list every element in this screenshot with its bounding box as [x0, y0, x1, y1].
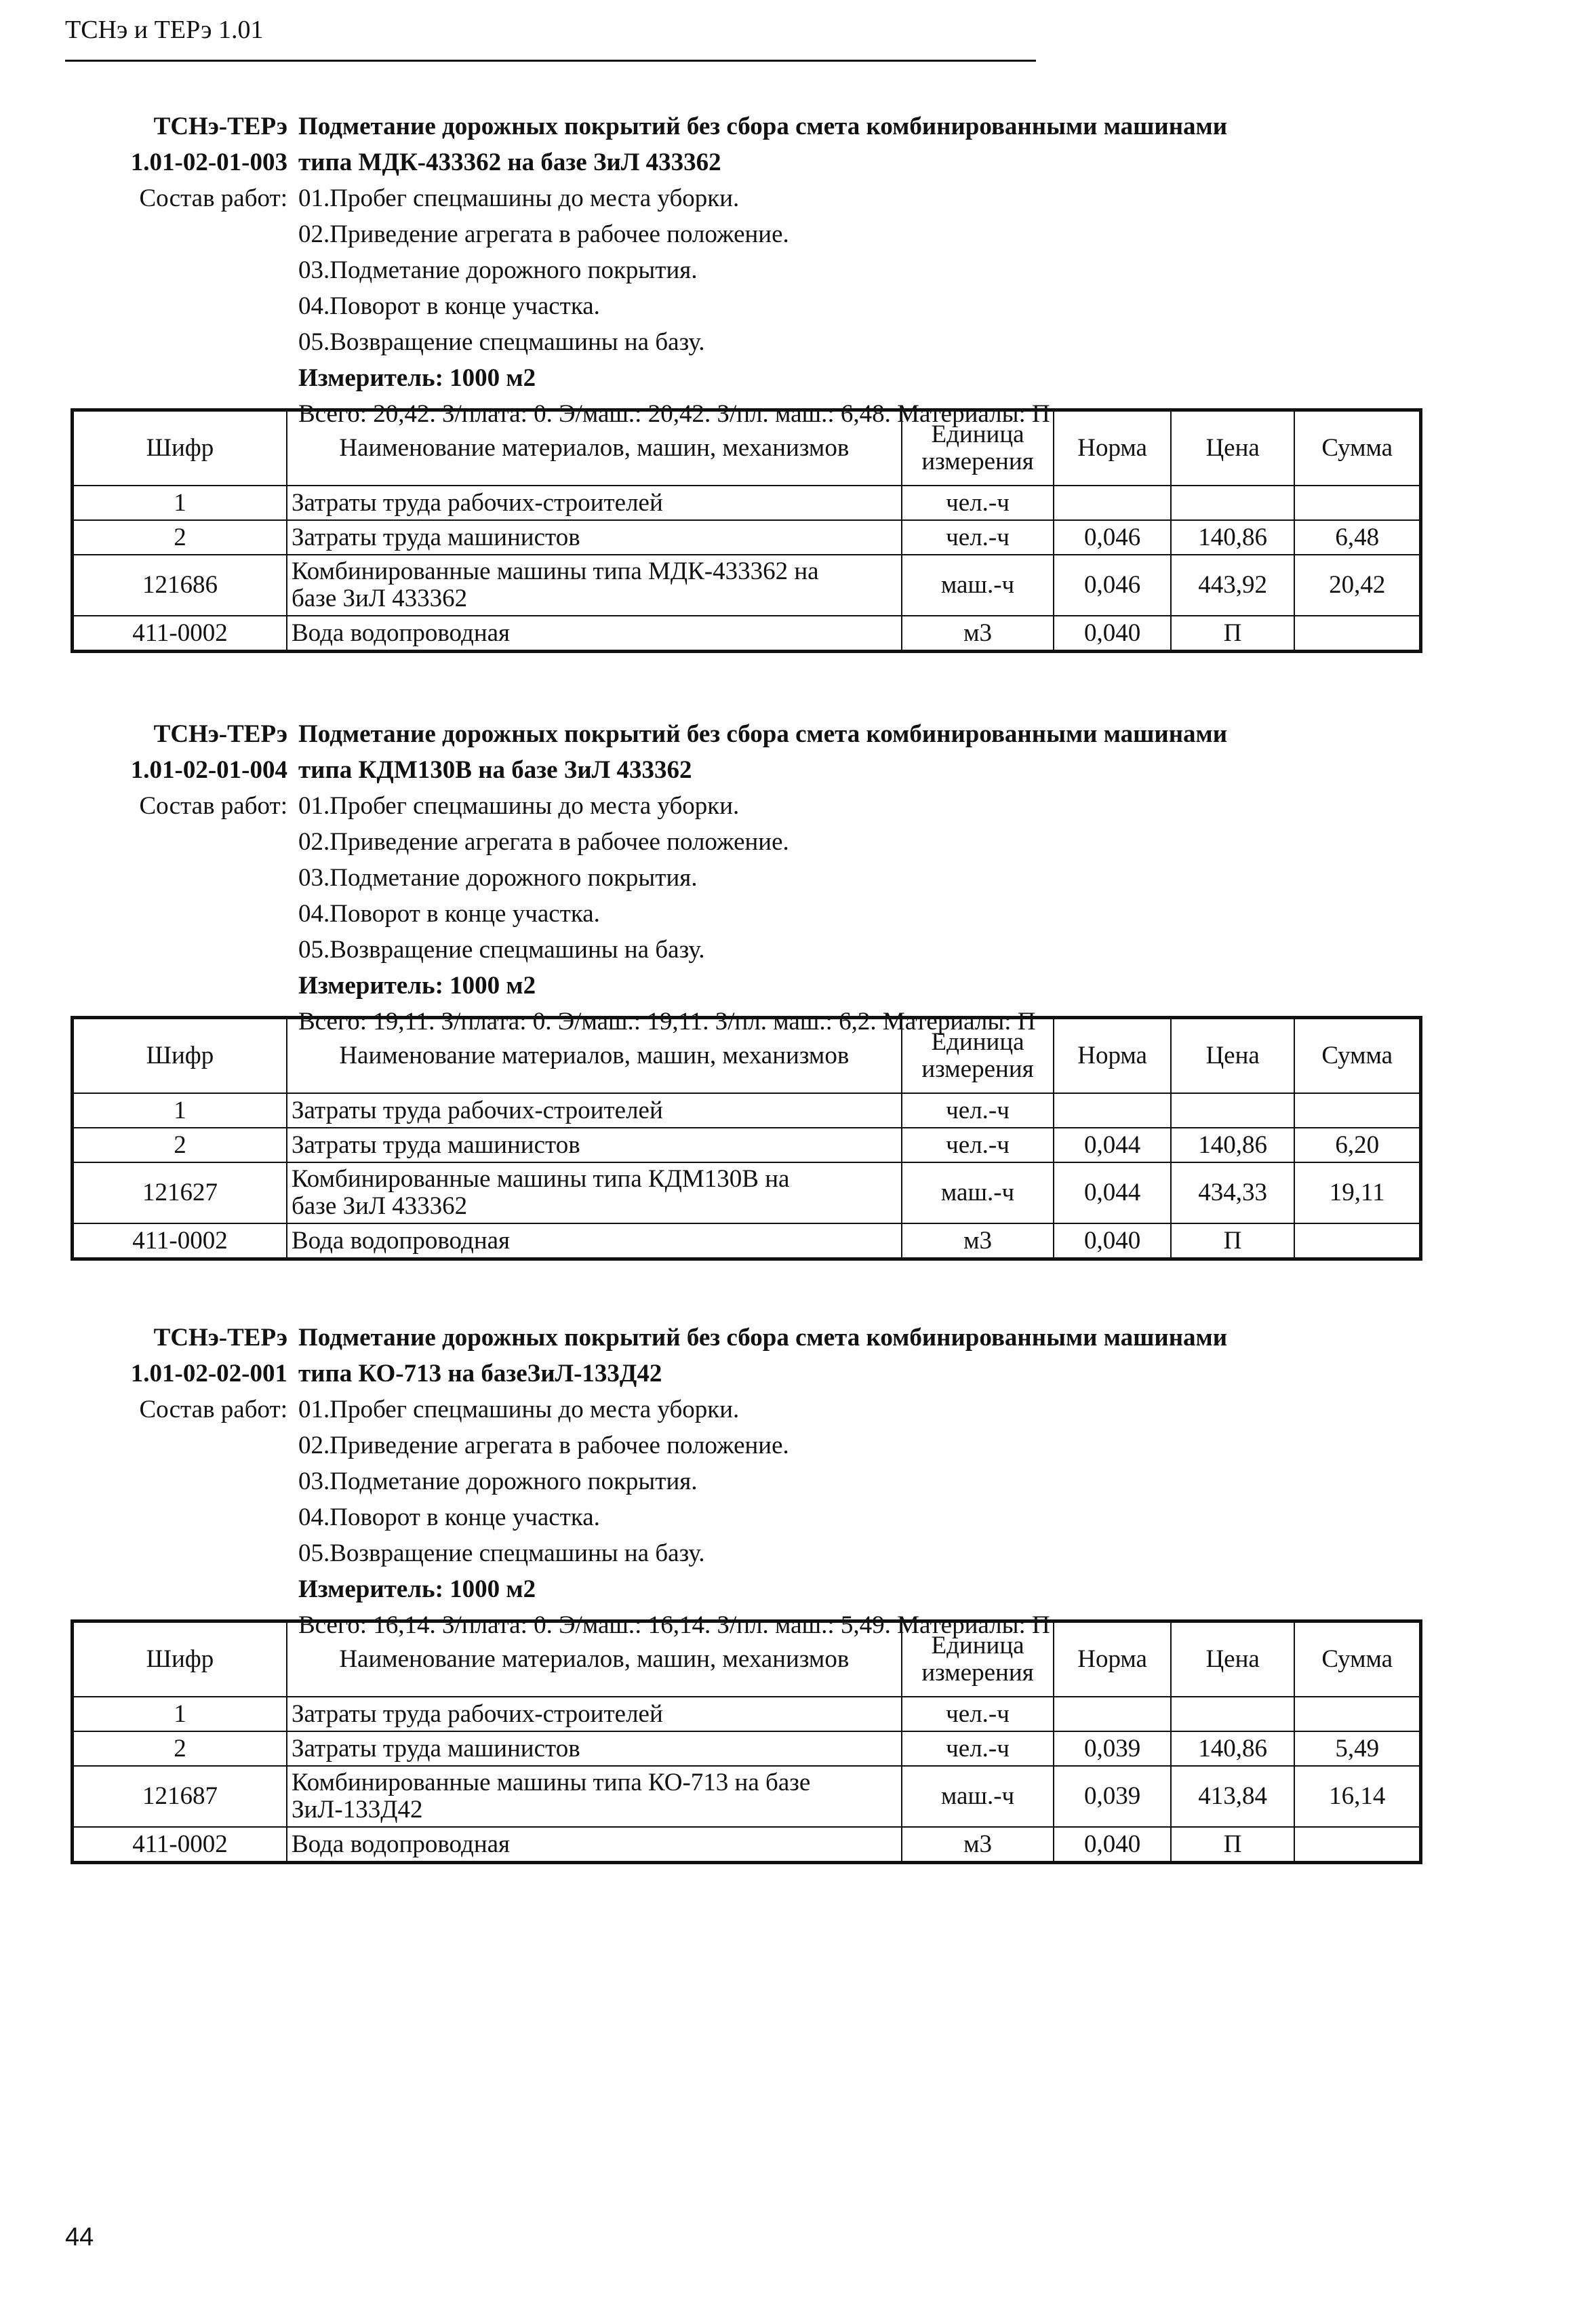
cell-sum [1294, 1093, 1420, 1128]
work-item: 04.Поворот в конце участка. [298, 1503, 600, 1531]
work-item: 01.Пробег спецмашины до места уборки. [298, 792, 740, 820]
header-code: Шифр [73, 1621, 287, 1697]
text-column [298, 1320, 1424, 1643]
table-row [73, 1093, 1421, 1128]
table-row [73, 520, 1421, 555]
header-unit [902, 410, 1054, 486]
cell-sum: 6,48 [1294, 520, 1420, 555]
cell-code: 1 [73, 486, 287, 520]
cell-code: 121627 [73, 1162, 287, 1223]
cell-norm [1054, 1093, 1171, 1128]
code-column [71, 1320, 287, 1428]
table-row [73, 1697, 1421, 1731]
cell-sum: 20,42 [1294, 555, 1420, 616]
work-item: 03.Подметание дорожного покрытия. [298, 864, 698, 892]
cell-code: 411-0002 [73, 1223, 287, 1259]
measure-unit: Измеритель: 1000 м2 [298, 364, 536, 392]
cell-norm: 0,046 [1054, 520, 1171, 555]
norm-title-line2: типа КДМ130В на базе ЗиЛ 433362 [298, 756, 692, 784]
cell-name: Затраты труда машинистов [287, 520, 902, 555]
cell-name-line2: базе ЗиЛ 433362 [291, 585, 468, 612]
header-price: Цена [1171, 410, 1295, 486]
cell-code: 2 [73, 1731, 287, 1766]
cell-sum: 16,14 [1294, 1766, 1420, 1827]
cell-price: 434,33 [1171, 1162, 1295, 1223]
cell-unit: м3 [902, 1827, 1054, 1863]
cell-unit: маш.-ч [902, 1766, 1054, 1827]
work-item: 02.Приведение агрегата в рабочее положение. [298, 220, 789, 248]
table-row [73, 555, 1421, 616]
cell-unit: чел.-ч [902, 486, 1054, 520]
section-heading [71, 109, 1427, 428]
table-header-row [73, 410, 1421, 486]
code-prefix: ТСНэ-ТЕРэ [153, 113, 287, 140]
work-item: 03.Подметание дорожного покрытия. [298, 256, 698, 284]
cell-name: Вода водопроводная [287, 1223, 902, 1259]
cell-sum: 5,49 [1294, 1731, 1420, 1766]
cell-name [287, 1162, 902, 1223]
norm-title-line1: Подметание дорожных покрытий без сбора смета комбинированными машинами [298, 113, 1228, 140]
cell-name-line1: Комбинированные машины типа КО-713 на базе [291, 1769, 811, 1796]
table-row [73, 1827, 1421, 1863]
work-item: 03.Подметание дорожного покрытия. [298, 1468, 698, 1495]
cell-price: 413,84 [1171, 1766, 1295, 1827]
cell-name: Затраты труда машинистов [287, 1128, 902, 1162]
cell-unit: чел.-ч [902, 1128, 1054, 1162]
cell-sum [1294, 1827, 1420, 1863]
header-unit [902, 1018, 1054, 1094]
cell-name: Затраты труда машинистов [287, 1731, 902, 1766]
norm-code: 1.01-02-02-001 [130, 1360, 287, 1388]
cell-name [287, 1766, 902, 1827]
composition-label: Состав работ: [139, 792, 287, 820]
cell-code: 1 [73, 1697, 287, 1731]
work-item: 01.Пробег спецмашины до места уборки. [298, 184, 740, 212]
cell-price: П [1171, 1223, 1295, 1259]
cell-unit: чел.-ч [902, 1697, 1054, 1731]
code-prefix: ТСНэ-ТЕРэ [153, 720, 287, 748]
measure-unit: Измеритель: 1000 м2 [298, 972, 536, 1000]
section-heading [71, 1320, 1427, 1639]
header-price: Цена [1171, 1018, 1295, 1094]
header-norm: Норма [1054, 410, 1171, 486]
code-column [71, 109, 287, 216]
cell-unit: чел.-ч [902, 1093, 1054, 1128]
cell-name: Затраты труда рабочих-строителей [287, 1697, 902, 1731]
cell-name: Затраты труда рабочих-строителей [287, 486, 902, 520]
cell-price [1171, 486, 1295, 520]
header-sum: Сумма [1294, 410, 1420, 486]
header-norm: Норма [1054, 1621, 1171, 1697]
cell-price: П [1171, 616, 1295, 652]
cell-unit: чел.-ч [902, 1731, 1054, 1766]
header-price: Цена [1171, 1621, 1295, 1697]
running-header: ТСНэ и ТЕРэ 1.01 [65, 16, 264, 44]
cell-code: 411-0002 [73, 1827, 287, 1863]
code-prefix: ТСНэ-ТЕРэ [153, 1324, 287, 1352]
header-sum: Сумма [1294, 1621, 1420, 1697]
cell-price: 443,92 [1171, 555, 1295, 616]
table-row [73, 1731, 1421, 1766]
cell-name [287, 555, 902, 616]
cell-name-line1: Комбинированные машины типа МДК-433362 на [291, 557, 819, 585]
header-code: Шифр [73, 1018, 287, 1094]
cell-norm: 0,040 [1054, 1223, 1171, 1259]
cell-norm: 0,039 [1054, 1766, 1171, 1827]
table-row [73, 616, 1421, 652]
cell-norm: 0,044 [1054, 1162, 1171, 1223]
cell-unit: маш.-ч [902, 555, 1054, 616]
work-item: 05.Возвращение спецмашины на базу. [298, 328, 705, 356]
cell-name-line2: ЗиЛ-133Д42 [291, 1796, 423, 1824]
cell-price: 140,86 [1171, 1731, 1295, 1766]
cell-sum: 19,11 [1294, 1162, 1420, 1223]
cell-code: 411-0002 [73, 616, 287, 652]
cell-price [1171, 1697, 1295, 1731]
cell-norm [1054, 1697, 1171, 1731]
work-item: 04.Поворот в конце участка. [298, 292, 600, 320]
resources-table [71, 1619, 1422, 1864]
cell-name: Вода водопроводная [287, 1827, 902, 1863]
cell-code: 121686 [73, 555, 287, 616]
cell-price: 140,86 [1171, 520, 1295, 555]
table-row [73, 486, 1421, 520]
header-unit-line2: измерения [921, 1055, 1034, 1083]
cell-name-line1: Комбинированные машины типа КДМ130В на [291, 1165, 790, 1193]
cell-name: Затраты труда рабочих-строителей [287, 1093, 902, 1128]
cell-code: 121687 [73, 1766, 287, 1827]
work-item: 04.Поворот в конце участка. [298, 900, 600, 928]
header-rule [65, 60, 1036, 62]
header-unit-line1: Единица [931, 1028, 1024, 1056]
header-unit-line2: измерения [921, 448, 1034, 475]
composition-label: Состав работ: [139, 184, 287, 212]
header-code: Шифр [73, 410, 287, 486]
totals-line: Всего: 20,42. З/плата: 0. Э/маш.: 20,42. З/пл. маш.: 6,48. Материалы: П [298, 400, 1050, 428]
work-item: 02.Приведение агрегата в рабочее положение. [298, 828, 789, 856]
totals-line: Всего: 16,14. З/плата: 0. Э/маш.: 16,14. З/пл. маш.: 5,49. Материалы: П [298, 1611, 1050, 1639]
table-row [73, 1162, 1421, 1223]
cell-price: 140,86 [1171, 1128, 1295, 1162]
header-unit-line2: измерения [921, 1659, 1034, 1687]
cell-code: 2 [73, 1128, 287, 1162]
norm-title-line1: Подметание дорожных покрытий без сбора смета комбинированными машинами [298, 1324, 1228, 1352]
header-unit-line1: Единица [931, 420, 1024, 448]
norm-code: 1.01-02-01-003 [130, 149, 287, 176]
norm-section [71, 109, 1427, 647]
cell-price: П [1171, 1827, 1295, 1863]
header-sum: Сумма [1294, 1018, 1420, 1094]
composition-label: Состав работ: [139, 1396, 287, 1423]
table-header-row [73, 1018, 1421, 1094]
work-item: 02.Приведение агрегата в рабочее положение. [298, 1432, 789, 1459]
norm-code: 1.01-02-01-004 [130, 756, 287, 784]
norm-section [71, 1320, 1427, 1858]
cell-norm: 0,044 [1054, 1128, 1171, 1162]
section-heading [71, 716, 1427, 1036]
table-row [73, 1766, 1421, 1827]
table-row [73, 1128, 1421, 1162]
cell-name: Вода водопроводная [287, 616, 902, 652]
code-column [71, 716, 287, 824]
header-name: Наименование материалов, машин, механизмов [287, 1018, 902, 1094]
cell-unit: м3 [902, 1223, 1054, 1259]
work-item: 01.Пробег спецмашины до места уборки. [298, 1396, 740, 1423]
table-header-row [73, 1621, 1421, 1697]
cell-sum [1294, 1697, 1420, 1731]
resources-table [71, 1016, 1422, 1261]
cell-name-line2: базе ЗиЛ 433362 [291, 1192, 468, 1220]
page-number: 44 [65, 2223, 94, 2251]
text-column [298, 109, 1424, 432]
table-row [73, 1223, 1421, 1259]
header-unit-line1: Единица [931, 1632, 1024, 1659]
work-item: 05.Возвращение спецмашины на базу. [298, 1539, 705, 1567]
measure-unit: Измеритель: 1000 м2 [298, 1575, 536, 1603]
resources-table [71, 408, 1422, 653]
cell-unit: маш.-ч [902, 1162, 1054, 1223]
text-column [298, 716, 1424, 1040]
norm-title-line1: Подметание дорожных покрытий без сбора смета комбинированными машинами [298, 720, 1228, 748]
cell-sum: 6,20 [1294, 1128, 1420, 1162]
work-item: 05.Возвращение спецмашины на базу. [298, 936, 705, 964]
cell-norm [1054, 486, 1171, 520]
header-norm: Норма [1054, 1018, 1171, 1094]
cell-code: 1 [73, 1093, 287, 1128]
cell-sum [1294, 616, 1420, 652]
cell-sum [1294, 486, 1420, 520]
cell-norm: 0,039 [1054, 1731, 1171, 1766]
cell-code: 2 [73, 520, 287, 555]
cell-unit: м3 [902, 616, 1054, 652]
norm-section [71, 716, 1427, 1255]
cell-norm: 0,046 [1054, 555, 1171, 616]
cell-sum [1294, 1223, 1420, 1259]
norm-title-line2: типа КО-713 на базеЗиЛ-133Д42 [298, 1360, 662, 1388]
cell-norm: 0,040 [1054, 616, 1171, 652]
norm-title-line2: типа МДК-433362 на базе ЗиЛ 433362 [298, 149, 721, 176]
header-unit [902, 1621, 1054, 1697]
header-name: Наименование материалов, машин, механизмов [287, 1621, 902, 1697]
cell-norm: 0,040 [1054, 1827, 1171, 1863]
header-name: Наименование материалов, машин, механизмов [287, 410, 902, 486]
cell-price [1171, 1093, 1295, 1128]
totals-line: Всего: 19,11. З/плата: 0. Э/маш.: 19,11. З/пл. маш.: 6,2. Материалы: П [298, 1008, 1036, 1036]
cell-unit: чел.-ч [902, 520, 1054, 555]
